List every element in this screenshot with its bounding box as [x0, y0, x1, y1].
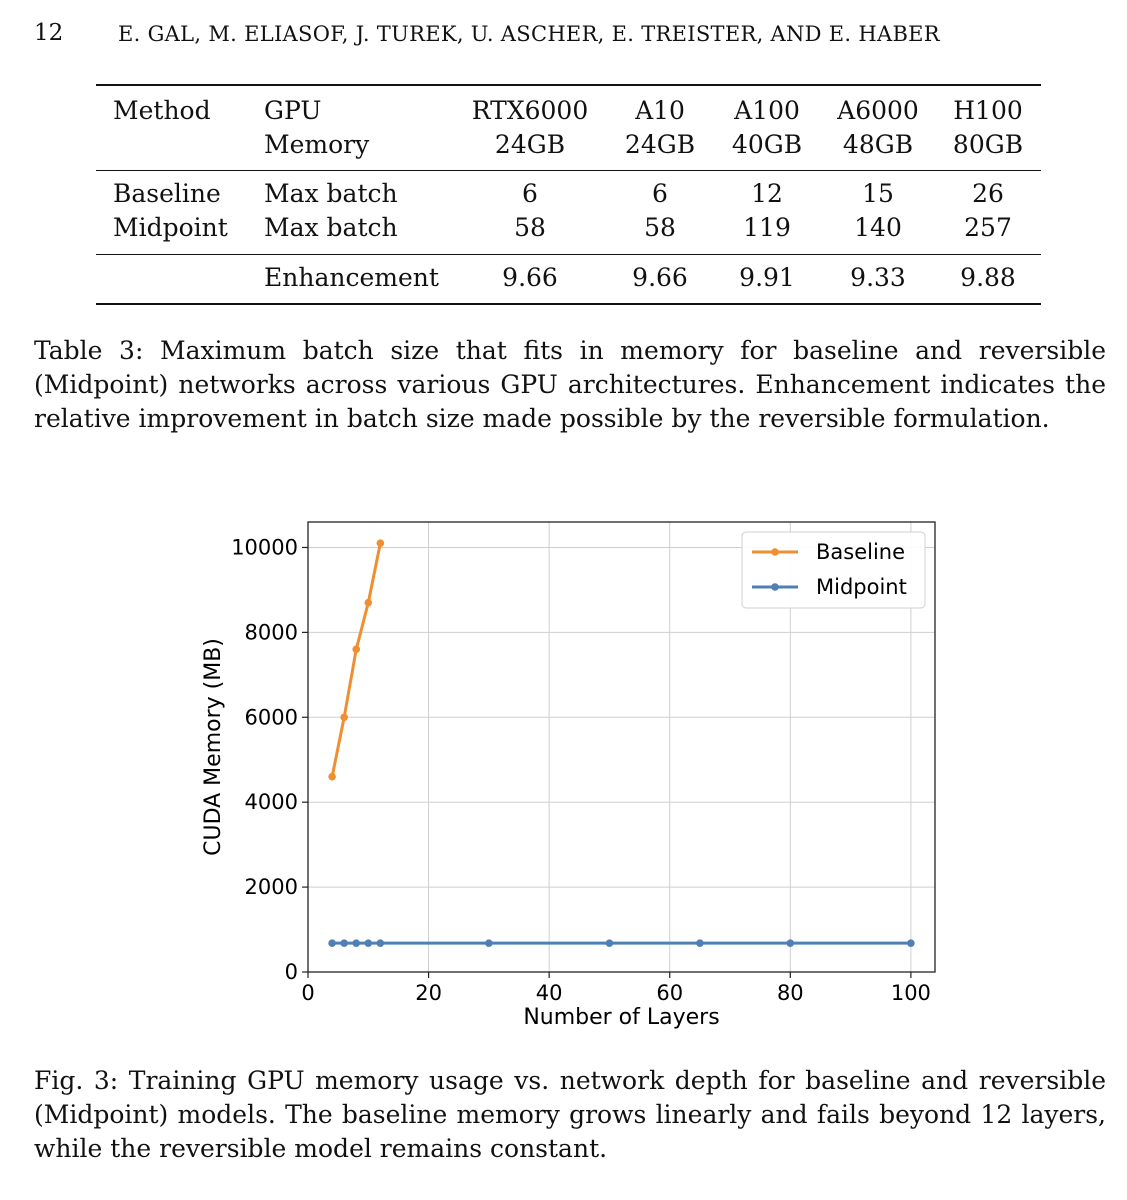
y-tick-label: 6000 [244, 705, 298, 730]
data-point [696, 939, 704, 947]
gpu-name: RTX6000 [471, 96, 589, 125]
data-point [364, 939, 372, 947]
table-mid-rule [96, 170, 1041, 171]
x-axis-label: Number of Layers [523, 1005, 720, 1030]
table-cell: 15 [862, 179, 894, 208]
series-line [332, 543, 380, 776]
enhancement-label: Enhancement [264, 263, 439, 292]
data-point [377, 539, 385, 547]
memory-line-chart [190, 510, 950, 1040]
figure-caption: Fig. 3: Training GPU memory usage vs. network depth for baseline and reversible (Midpoint) models. The baseline memory grows linearly and fails beyond 12 layers, while the reversible model remains constant. [34, 1066, 1106, 1163]
table-cell: 58 [514, 213, 546, 242]
legend-label: Midpoint [816, 575, 907, 599]
y-axis-label: CUDA Memory (MB) [201, 638, 226, 856]
row-method: Midpoint [113, 213, 228, 242]
gpu-memory: 40GB [731, 130, 803, 159]
data-point [787, 939, 795, 947]
x-tick-label: 80 [776, 981, 804, 1005]
y-tick-label: 10000 [231, 535, 298, 560]
y-tick-label: 2000 [244, 875, 298, 900]
gpu-memory: 48GB [842, 130, 914, 159]
y-tick-label: 8000 [244, 620, 298, 645]
y-tick-label: 0 [284, 960, 298, 984]
data-point [377, 939, 385, 947]
table-cell: 257 [964, 213, 1012, 242]
header-gpu: GPU [264, 96, 322, 125]
data-point [364, 599, 372, 607]
header-method: Method [113, 96, 211, 125]
data-point [340, 713, 348, 721]
row-method: Baseline [113, 179, 221, 208]
table-caption: Table 3: Maximum batch size that fits in memory for baseline and reversible (Midpoint) networks across various GPU architectures. Enhancement indicates the relative improvement in batch size made possible by the reversible formulation. [34, 336, 1106, 433]
gpu-name: H100 [953, 96, 1023, 125]
header-memory: Memory [264, 130, 370, 159]
chart-legend [742, 532, 925, 608]
table-cell: 119 [743, 213, 791, 242]
table-cell: 12 [751, 179, 783, 208]
legend-label: Baseline [816, 540, 906, 564]
data-point [328, 773, 336, 781]
row-metric: Max batch [264, 213, 398, 242]
table-cell: 140 [854, 213, 902, 242]
data-point [485, 939, 493, 947]
table-cell: 6 [652, 179, 668, 208]
page-number: 12 [34, 20, 64, 46]
table-cell: 58 [644, 213, 676, 242]
table-cell: 9.33 [850, 263, 906, 292]
gpu-memory: 24GB [494, 130, 566, 159]
data-point [907, 939, 915, 947]
data-point [328, 939, 336, 947]
row-metric: Max batch [264, 179, 398, 208]
data-point [352, 939, 360, 947]
table-bottom-rule [96, 303, 1041, 305]
table-cell: 26 [972, 179, 1004, 208]
x-tick-label: 40 [535, 981, 563, 1005]
table-cell: 9.88 [960, 263, 1016, 292]
x-tick-label: 0 [301, 981, 315, 1005]
x-tick-label: 100 [890, 981, 931, 1005]
gpu-name: A100 [734, 96, 800, 125]
y-tick-label: 4000 [244, 790, 298, 815]
data-point [606, 939, 614, 947]
legend-marker [771, 583, 779, 591]
gpu-memory: 80GB [952, 130, 1024, 159]
table-cell: 9.66 [502, 263, 558, 292]
legend-marker [771, 548, 779, 556]
table-mid-rule [96, 254, 1041, 255]
gpu-name: A10 [635, 96, 685, 125]
running-head: E. GAL, M. ELIASOF, J. TUREK, U. ASCHER, E. TREISTER, AND E. HABER [118, 22, 940, 46]
x-tick-label: 20 [415, 981, 442, 1005]
data-point [352, 646, 360, 654]
data-point [340, 939, 348, 947]
x-tick-label: 60 [656, 981, 684, 1005]
gpu-name: A6000 [837, 96, 919, 125]
table-cell: 6 [522, 179, 538, 208]
gpu-memory: 24GB [624, 130, 696, 159]
table-cell: 9.66 [632, 263, 688, 292]
table-cell: 9.91 [739, 263, 795, 292]
table-top-rule [96, 84, 1041, 86]
